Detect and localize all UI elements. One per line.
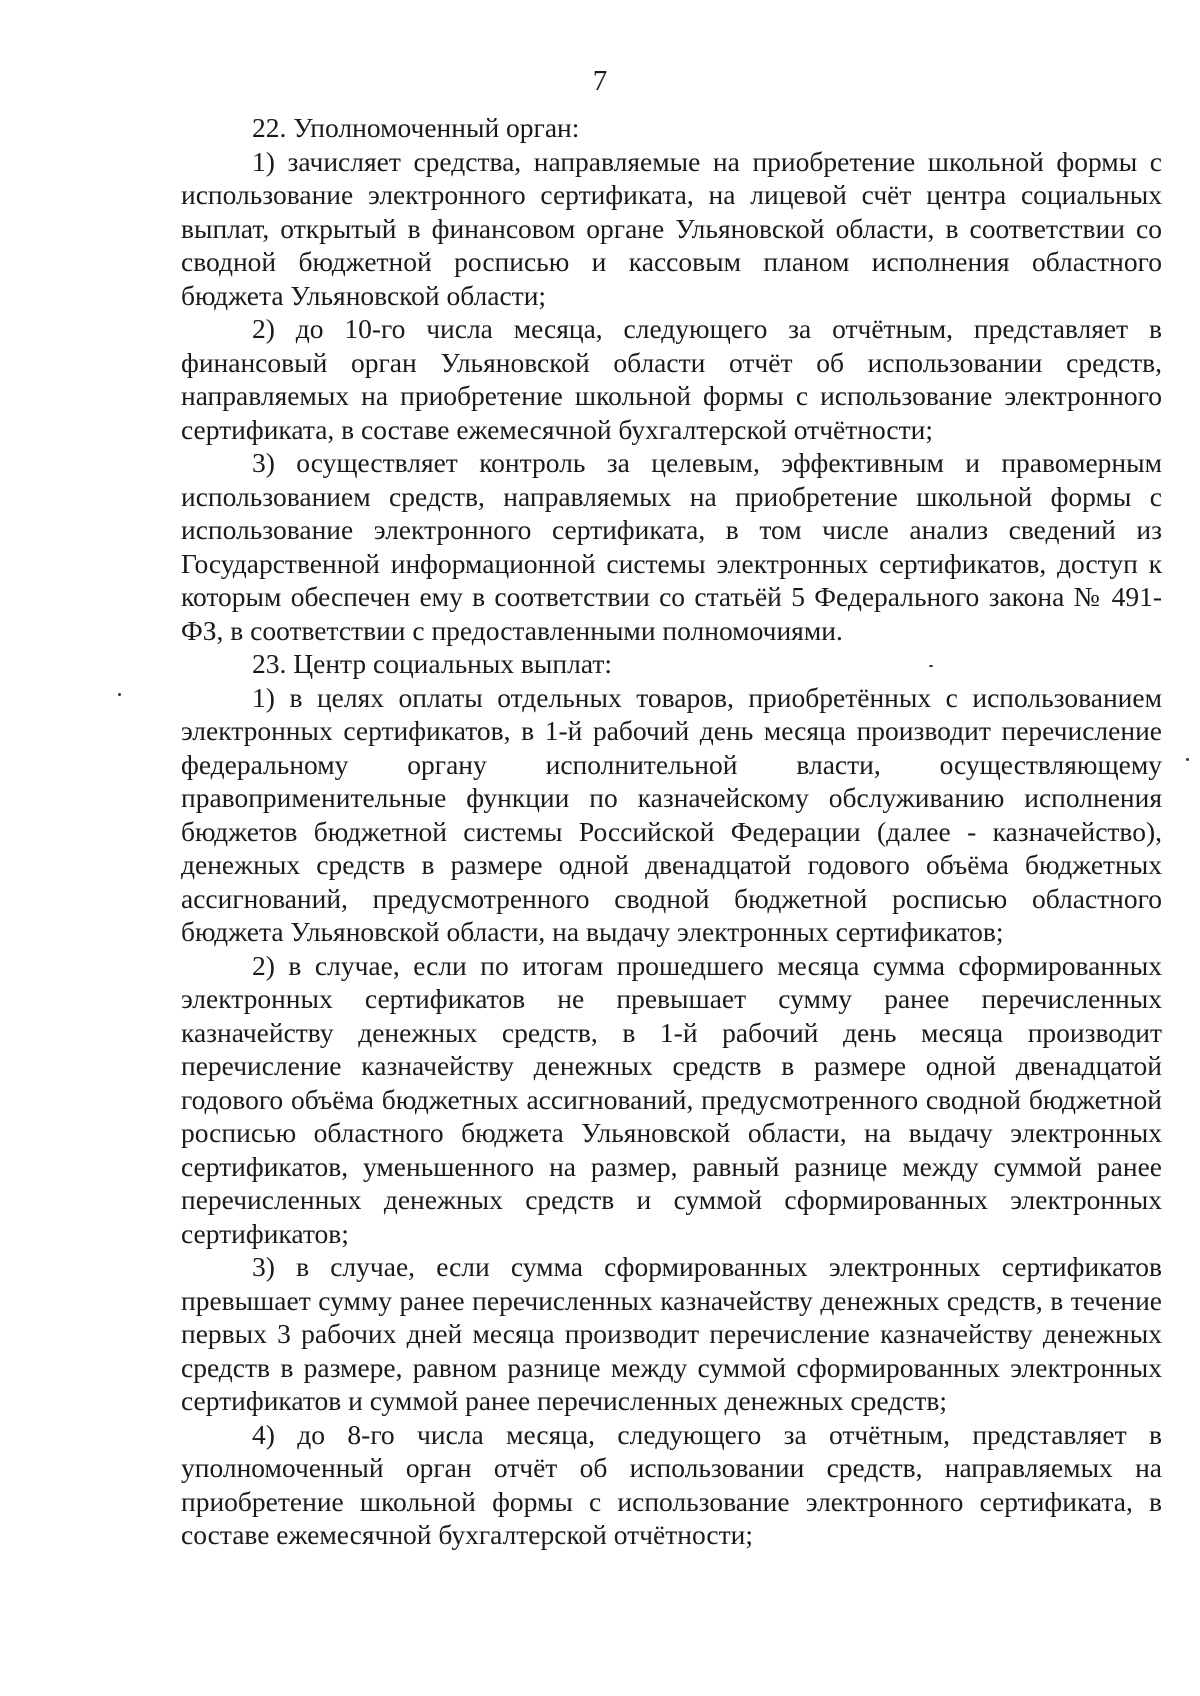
- section-23-item-4: 4) до 8-го числа месяца, следующего за отчётным, представляет в уполномоченный орган отчёт об использовании средств, направляемых на приобретение школьной формы с использование электронного сертификата, в составе ежемесячной бухгалтерской отчётности;: [181, 1418, 1162, 1550]
- scan-speck: [1186, 758, 1189, 761]
- section-23-item-2: 2) в случае, если по итогам прошедшего месяца сумма сформированных электронных сертификатов не превышает сумму ранее перечисленных казначейству денежных средств, в 1-й рабочий день месяца производит перечисление казначейству денежных средств в размере одной двенадцатой годового объёма бюджетных ассигнований, предусмотренного сводной бюджетной росписью областного бюджета Ульяновской области, на выдачу электронных сертификатов, уменьшенного на размер, равный разнице между суммой ранее перечисленных денежных средств и суммой сформированных электронных сертификатов;: [181, 949, 1162, 1249]
- section-23-item-1: 1) в целях оплаты отдельных товаров, приобретённых с использованием электронных сертификатов, в 1-й рабочий день месяца производит перечисление федеральному органу исполнительной власти, осуществляющему правоприменительные функции по казначейскому обслуживанию исполнения бюджетов бюджетной системы Российской Федерации (далее - казначейство), денежных средств в размере одной двенадцатой годового объёма бюджетных ассигнований, предусмотренного сводной бюджетной росписью областного бюджета Ульяновской области, на выдачу электронных сертификатов;: [181, 681, 1162, 947]
- page-number: 7: [592, 65, 608, 97]
- scan-speck: [929, 665, 933, 667]
- scan-speck: [118, 693, 121, 696]
- section-22-item-1: 1) зачисляет средства, направляемые на приобретение школьной формы с использование электронного сертификата, на лицевой счёт центра социальных выплат, открытый в финансовом органе Ульяновской области, в соответствии со сводной бюджетной росписью и кассовым планом исполнения областного бюджета Ульяновской области;: [181, 145, 1162, 311]
- section-23-heading: 23. Центр социальных выплат:: [252, 648, 612, 679]
- section-22-heading: 22. Уполномоченный орган:: [252, 112, 580, 143]
- section-22-item-3: 3) осуществляет контроль за целевым, эффективным и правомерным использованием средств, направляемых на приобретение школьной формы с использование электронного сертификата, в том числе анализ сведений из Государственной информационной системы электронных сертификатов, доступ к которым обеспечен ему в соответствии со статьёй 5 Федерального закона № 491-ФЗ, в соответствии с предоставленными полномочиями.: [181, 447, 1162, 646]
- section-23-item-3: 3) в случае, если сумма сформированных электронных сертификатов превышает сумму ранее перечисленных казначейству денежных средств, в течение первых 3 рабочих дней месяца производит перечисление казначейству денежных средств в размере, равном разнице между суммой сформированных электронных сертификатов и суммой ранее перечисленных денежных средств;: [181, 1251, 1162, 1416]
- section-22-item-2: 2) до 10-го числа месяца, следующего за отчётным, представляет в финансовый орган Ульяновской области отчёт об использовании средств, направляемых на приобретение школьной формы с использование электронного сертификата, в составе ежемесячной бухгалтерской отчётности;: [181, 313, 1162, 445]
- document-body: [181, 111, 1162, 1552]
